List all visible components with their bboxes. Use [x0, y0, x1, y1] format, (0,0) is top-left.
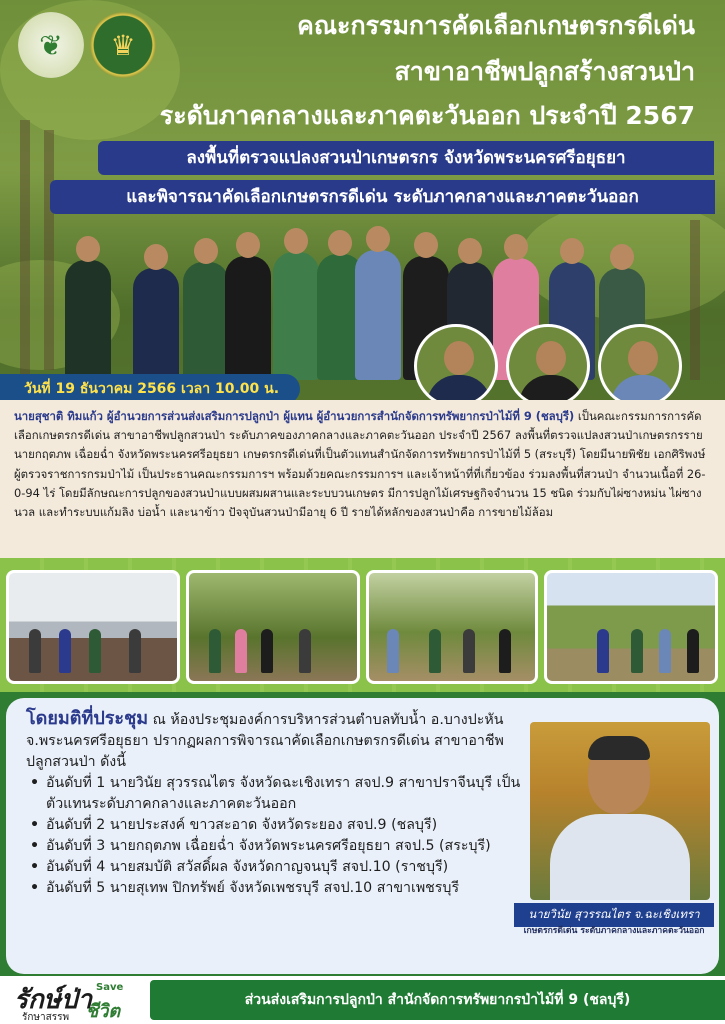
title-text-1: คณะกรรมการคัดเลือกเกษตรกรดีเด่น	[297, 11, 695, 40]
meeting-room-photo	[6, 570, 180, 684]
result-intro-text: ณ ห้องประชุมองค์การบริหารส่วนตำบลทับน้ำ อ.บางปะหัน จ.พระนครศรีอยุธยา ปรากฏผลการพิจารณาคัดเลือกเกษตรกรดีเด่น สาขาอาชีพปลูกสวนป่า ดังนี้	[26, 712, 504, 770]
royal-forest-emblem-icon: ♛	[90, 12, 156, 78]
save-label: Save	[96, 982, 124, 993]
winner-caption: นายวินัย สุวรรณไตร จ.ฉะเชิงเทรา	[514, 903, 714, 927]
rank-item-1: • อันดับที่ 1 นายวินัย สุวรรณไตร จังหวัดฉะเชิงเทรา สจป.9 สาขาปราจีนบุรี เป็นตัวแทนระดับภาคกลางและภาคตะวันออก	[26, 773, 521, 815]
person-figure	[355, 250, 401, 380]
field-visit-photo-3	[544, 570, 718, 684]
rank-item-5: • อันดับที่ 5 นายสุเทพ ปิกทรัพย์ จังหวัดเพชรบุรี สจป.10 สาขาเพชรบุรี	[26, 878, 521, 899]
result-intro	[26, 708, 521, 773]
tree-trunk-decor	[20, 120, 30, 380]
rank-item-2: • อันดับที่ 2 นายประสงค์ ขาวสะอาด จังหวัดระยอง สจป.9 (ชลบุรี)	[26, 815, 521, 836]
tree-trunk-decor	[690, 220, 700, 380]
rank-item-4: • อันดับที่ 4 นายสมบัติ สวัสดิ์ผล จังหวัดกาญจนบุรี สจป.10 (ราชบุรี)	[26, 857, 521, 878]
date-banner: วันที่ 19 ธันวาคม 2566 เวลา 10.00 น.	[0, 374, 300, 404]
person-figure	[65, 260, 111, 380]
field-visit-photo-1	[186, 570, 360, 684]
title-line-1	[283, 8, 709, 44]
winner-photo	[530, 722, 710, 900]
article-body	[0, 400, 725, 558]
portrait-photo	[506, 324, 590, 408]
portrait-photo	[598, 324, 682, 408]
rank-item-3: • อันดับที่ 3 นายกฤตภพ เฉื่อยฉ่ำ จังหวัดพระนครศรีอยุธยา สจป.5 (สระบุรี)	[26, 836, 521, 857]
title-line-3	[146, 98, 709, 134]
rank-list	[26, 773, 521, 899]
title-text-2: สาขาอาชีพปลูกสร้างสวนป่า	[394, 57, 695, 86]
title-line-2	[381, 54, 709, 90]
subtitle-line-1: ลงพื้นที่ตรวจแปลงสวนป่าเกษตรกร จังหวัดพระนครศรีอยุธยา	[98, 141, 714, 175]
article-lead: นายสุชาติ ทิมแก้ว ผู้อำนวยการส่วนส่งเสริมการปลูกป่า ผู้แทน ผู้อำนวยการสำนักจัดการทรัพยากรป่าไม้ที่ 9 (ชลบุรี)	[14, 409, 575, 423]
tree-trunk-decor	[44, 130, 54, 370]
winner-subcaption: เกษตรกรดีเด่น ระดับภาคกลางและภาคตะวันออก	[523, 926, 705, 936]
result-text	[26, 708, 521, 899]
article-text: เป็นคณะกรรมการการคัดเลือกเกษตรกรดีเด่น สาขาอาชีพปลูกสวนป่า ระดับภาคของภาคกลางและภาคตะวันออก ประจำปี 2567 ลงพื้นที่ตรวจแปลงสวนป่าเกษตรกรราย นายกฤตภพ เฉื่อยฉ่ำ จังหวัดพระนครศรีอยุธยา เกษตรกรดีเด่นที่เป็นตัวแทนสำนักจัดการทรัพยากรป่าไม้ที่ 5 (สระบุรี) โดยมีนายพิชัย เอกศิริพงษ์ ผู้ตรวจราชการกรมป่าไม้ เป็นประธานคณะกรรมการฯ พร้อมด้วยคณะกรรมการฯ และเจ้าหน้าที่ที่เกี่ยวข้อง ร่วมลงพื้นที่สวนป่า จำนวนเนื้อที่ 26-0-94 ไร่ โดยมีลักษณะการปลูกของสวนป่าแบบผสมผสานและระบบวนเกษตร มีการปลูกไม้เศรษฐกิจจำนวน 15 ชนิด ร่วมกับไผ่ซางหม่น ไผ่ซางนวล และทำระบบแก้มลิง บ่อน้ำ และนาข้าว ปัจจุบันสวนป่ามีอายุ 6 ปี รายได้หลักของสวนป่าคือ การขายไม้ล้อม	[14, 409, 706, 520]
person-figure	[273, 252, 319, 380]
portrait-photo	[414, 324, 498, 408]
brand-logo-text: รักษ์ป่า	[14, 985, 92, 1015]
brand-subtext: รักษาสรรพ	[22, 1012, 70, 1023]
subtitle-line-2: และพิจารณาคัดเลือกเกษตรกรดีเด่น ระดับภาคกลางและภาคตะวันออก	[50, 180, 715, 214]
office-name-bar: ส่วนส่งเสริมการปลูกป่า สำนักจัดการทรัพยากรป่าไม้ที่ 9 (ชลบุรี)	[150, 980, 725, 1020]
person-figure	[225, 256, 271, 380]
title-text-3: ระดับภาคกลางและภาคตะวันออก ประจำปี 2567	[159, 101, 695, 130]
forest-department-seal-icon: ❦	[18, 12, 84, 78]
field-visit-photo-2	[366, 570, 538, 684]
person-figure	[183, 262, 229, 380]
save-word: ชีวิต	[86, 1001, 121, 1022]
person-figure	[133, 268, 179, 380]
result-lead: โดยมติที่ประชุม	[26, 708, 149, 729]
